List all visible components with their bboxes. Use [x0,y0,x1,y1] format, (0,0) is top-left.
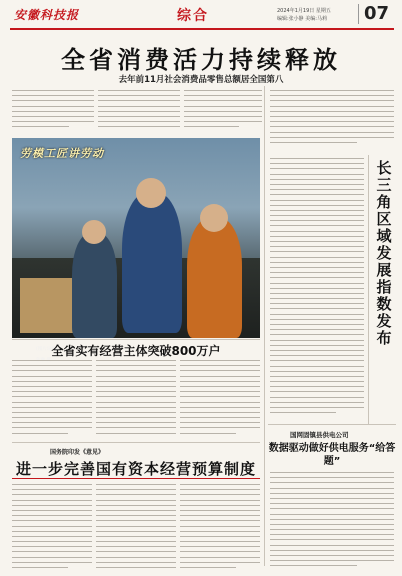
editor-line: 编辑:张小静 美编:马莉 [277,16,327,22]
article3-col-3 [180,484,260,570]
article3-kicker: 国务院印发《意见》 [50,449,105,456]
article3-title: 进一步完善国有资本经营预算制度 [15,460,256,478]
photo-credit-text: (图片说明) [36,347,58,352]
page-number: 07 [358,4,394,24]
lead-body-col-4 [270,90,394,150]
article2-col-1 [12,360,92,438]
article2-title: 全省实有经营主体突破800万户 [51,344,221,358]
photo-caption: 劳模工匠讲劳动 [20,147,104,160]
article4-label: 国网固镇县供电公司 [290,431,349,439]
article4-body [270,472,394,570]
masthead-rule [10,28,394,30]
article2-col-3 [180,360,260,438]
masthead [0,0,402,28]
article3-underline [12,478,260,479]
lead-body-col-1 [12,90,94,134]
sidebar-vertical-title: 长三角区域发展指数发布 [376,159,392,347]
newspaper-name: 安徽科技报 [14,8,80,22]
lead-headline: 全省消费活力持续释放 [61,46,341,74]
issue-date: 2024年1月19日 星期五 [277,8,331,14]
lead-body-col-2 [98,90,180,134]
article3-col-2 [96,484,176,570]
article2-rule [12,339,260,340]
article3-col-1 [12,484,92,570]
article4-title: 数据驱动做好供电服务“给答题” [268,443,396,467]
lead-body-col-3 [184,90,262,134]
article4-rule [268,424,396,425]
lead-subhead: 去年前11月社会消费品零售总额居全国第八 [118,75,284,85]
article2-col-2 [96,360,176,438]
sidebar-divider [368,155,369,425]
section-name: 综合 [177,8,209,24]
article3-rule [12,442,260,443]
sidebar-body [270,158,364,420]
column-divider [264,86,265,566]
